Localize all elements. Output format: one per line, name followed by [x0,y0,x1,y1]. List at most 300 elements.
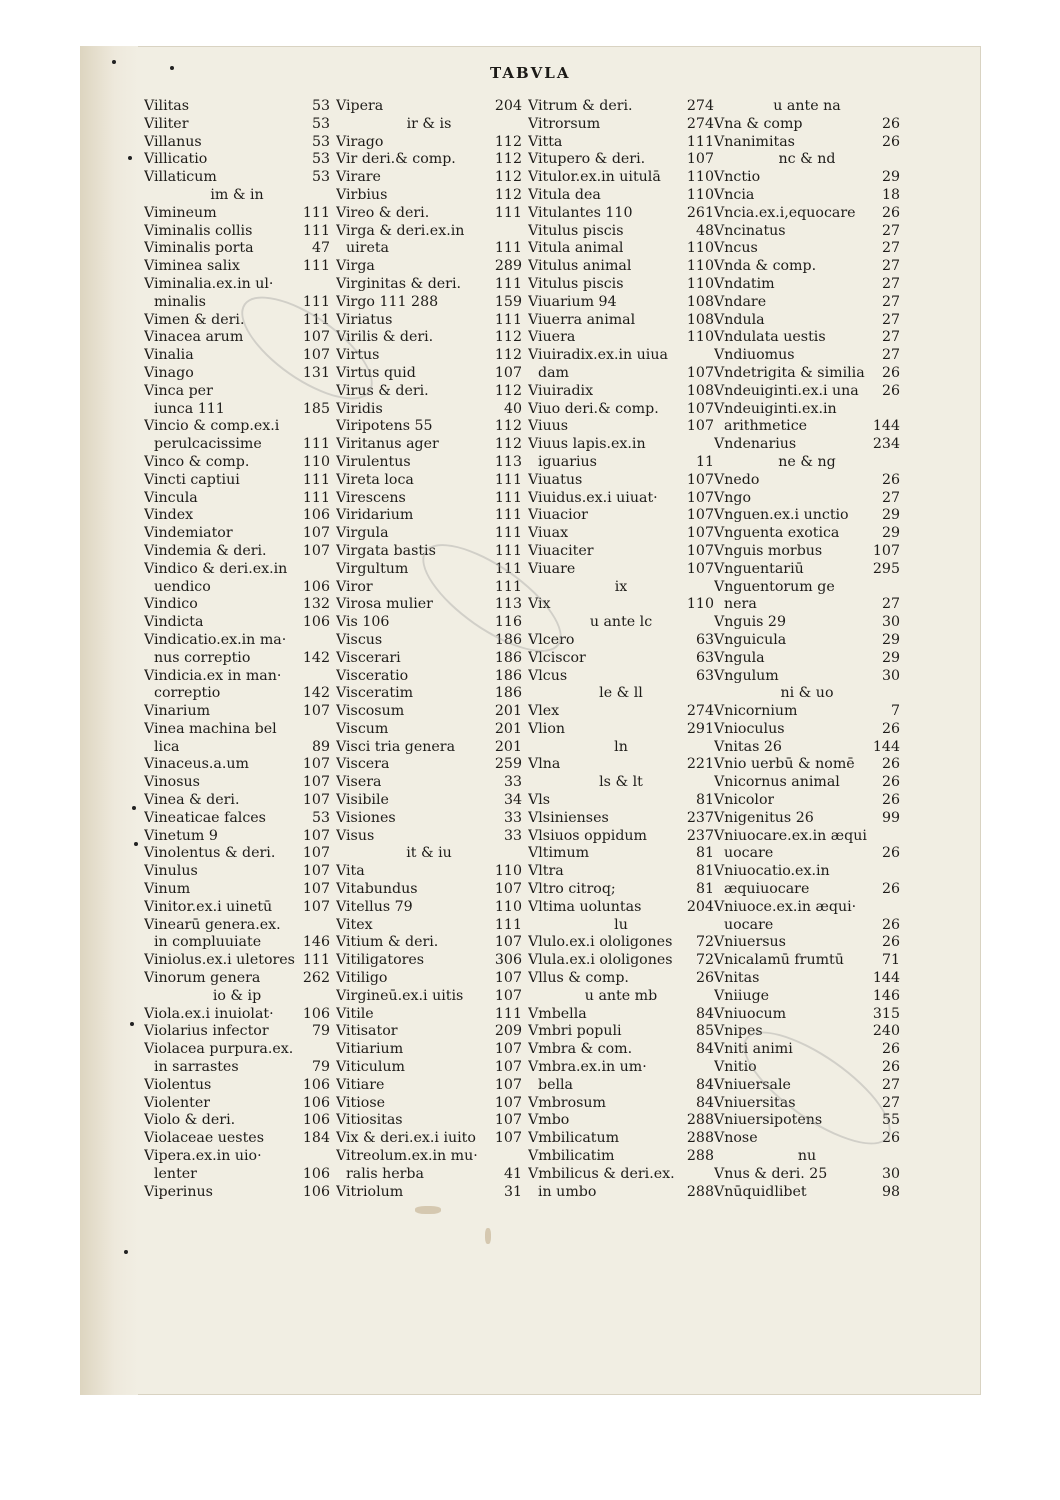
entry-page-number: 288 [686,1148,714,1165]
index-entry [144,1166,330,1184]
entry-term: Vniuocatio.ex.in [714,863,830,880]
index-entry [336,739,522,757]
index-entry [336,774,522,792]
index-entry [336,169,522,187]
entry-page-number: 204 [494,98,522,114]
index-entry [336,828,522,846]
entry-page-number: 146 [872,987,900,1004]
section-heading [528,579,714,597]
entry-term: Vnguentorum ge [714,578,835,595]
entry-term: Vniuocare.ex.in æqui [714,827,867,844]
entry-term: Vinago [144,364,194,381]
entry-term: in sarrastes [154,1059,239,1076]
entry-page-number: 71 [881,952,900,969]
entry-page-number: 184 [302,1130,330,1147]
entry-page-number: 27 [881,311,900,328]
entry-page-number: 131 [302,364,330,381]
entry-term: uocare [724,845,774,862]
entry-page-number: 27 [881,258,900,275]
page-header: TABVLA [490,64,571,82]
index-entry [528,507,714,525]
entry-page-number: 146 [302,934,330,951]
index-entry [714,596,900,614]
entry-term: Vinea & deri. [144,792,240,809]
entry-term: Viniolus.ex.i uletores [144,952,295,969]
entry-term: Vindemia & deri. [144,542,267,559]
entry-term: Viror [336,578,373,595]
entry-term: Vitellus 79 [336,898,413,915]
index-entry [144,668,330,686]
entry-page-number: 107 [302,827,330,844]
entry-term: Vipera.ex.in uio· [144,1148,262,1165]
entry-term: u ante na [773,98,841,114]
entry-term: Vnitio [714,1059,757,1076]
entry-term: Vltimum [528,845,590,862]
entry-page-number: 209 [494,1023,522,1040]
entry-page-number: 111 [494,471,522,488]
entry-term: Viuidus.ex.i uiuat· [528,489,658,506]
entry-term: Vindicta [144,614,204,631]
entry-page-number: 107 [494,987,522,1004]
entry-term: Viminalis porta [144,240,254,257]
entry-page-number: 111 [494,1005,522,1022]
entry-term: Viliter [144,115,189,132]
entry-page-number: 159 [494,293,522,310]
entry-page-number: 81 [695,881,714,898]
index-entry [336,472,522,490]
margin-dot [112,60,116,64]
entry-term: Virgula [336,525,389,542]
entry-page-number: 110 [686,240,714,257]
entry-page-number: 26 [881,204,900,221]
index-entry [714,543,900,561]
entry-page-number: 142 [302,685,330,702]
entry-term: Vna & comp [714,115,803,132]
entry-term: Vnguenta exotica [714,525,840,542]
entry-page-number: 27 [881,596,900,613]
entry-page-number: 33 [503,774,522,791]
index-entry [714,347,900,365]
index-entry [336,98,522,116]
entry-term: Viuare [528,560,576,577]
margin-dot [134,842,138,846]
index-entry [714,828,900,846]
entry-term: Visci tria genera [336,738,456,755]
entry-page-number: 84 [695,1076,714,1093]
entry-term: Viritanus ager [336,436,439,453]
entry-page-number: 53 [311,151,330,168]
index-entry [528,454,714,472]
entry-term: uocare [724,916,774,933]
index-entry [144,490,330,508]
entry-page-number: 63 [695,649,714,666]
entry-term: Virgata bastis [336,542,436,559]
index-entry [336,1166,522,1184]
section-heading [528,739,714,757]
entry-term: Vincula [144,489,198,506]
entry-page-number: 107 [302,774,330,791]
entry-term: Vinorum genera [144,970,261,987]
entry-term: Virilis & deri. [336,329,434,346]
entry-page-number: 204 [686,898,714,915]
index-entry [144,899,330,917]
entry-page-number: 107 [686,418,714,435]
entry-page-number: 288 [686,1130,714,1147]
entry-page-number: 111 [494,578,522,595]
entry-term: Virgultum [336,560,409,577]
index-entry [336,934,522,952]
index-entry [336,792,522,810]
entry-term: Vmbo [528,1112,570,1129]
index-entry [714,525,900,543]
index-entry [714,187,900,205]
entry-page-number: 27 [881,293,900,310]
entry-term: Vmbella [528,1005,587,1022]
entry-page-number: 34 [503,792,522,809]
entry-page-number: 107 [686,471,714,488]
index-entry [336,276,522,294]
entry-term: Vinetum 9 [144,827,218,844]
entry-page-number: 26 [881,1059,900,1076]
index-entry [714,507,900,525]
index-entry [144,543,330,561]
entry-term: Vmbra.ex.in um· [528,1059,647,1076]
entry-term: Viuaciter [528,542,594,559]
entry-term: ls & lt [599,774,643,791]
entry-term: Virtus quid [336,364,416,381]
entry-term: Vndeuiginti.ex.in [714,400,837,417]
entry-page-number: 27 [881,1076,900,1093]
entry-term: Viscera [336,756,390,773]
index-entry [714,294,900,312]
index-entry [528,134,714,152]
entry-term: Vindico [144,596,198,613]
index-entry [144,739,330,757]
entry-page-number: 98 [881,1183,900,1200]
entry-page-number: 26 [881,720,900,737]
section-heading [528,685,714,703]
index-entry [528,561,714,579]
section-heading [714,454,900,472]
entry-term: Vlsinienses [528,809,609,826]
entry-page-number: 106 [302,614,330,631]
index-entry [714,810,900,828]
entry-term: bella [538,1076,574,1093]
index-entry [144,472,330,490]
index-entry [144,454,330,472]
entry-term: Viscus [336,631,383,648]
entry-page-number: 107 [686,400,714,417]
entry-term: Vndulata uestis [714,329,826,346]
entry-term: Vnicolor [714,792,775,809]
entry-term: Vlciscor [528,649,586,666]
entry-page-number: 107 [302,881,330,898]
index-entry [528,668,714,686]
entry-term: Vnus & deri. 25 [714,1165,828,1182]
index-entry [144,561,330,579]
entry-term: Vls [528,792,551,809]
entry-page-number: 26 [881,934,900,951]
entry-term: uireta [346,240,390,257]
entry-term: iunca 111 [154,400,225,417]
section-heading [336,845,522,863]
index-entry [336,703,522,721]
index-entry [144,756,330,774]
index-entry [714,329,900,347]
entry-term: ln [614,738,628,755]
entry-term: it & iu [406,845,452,862]
index-entry [714,258,900,276]
entry-page-number: 111 [302,489,330,506]
entry-term: Viripotens 55 [336,418,433,435]
index-entry [714,774,900,792]
entry-page-number: 111 [302,204,330,221]
entry-term: Vitiligatores [336,952,425,969]
index-entry [528,383,714,401]
entry-page-number: 108 [686,382,714,399]
entry-page-number: 111 [494,525,522,542]
entry-page-number: 26 [881,382,900,399]
entry-page-number: 111 [302,311,330,328]
entry-term: Viuus [528,418,569,435]
entry-page-number: 27 [881,347,900,364]
entry-page-number: 144 [872,970,900,987]
entry-term: Vitupero & deri. [528,151,646,168]
entry-term: Viperinus [144,1183,213,1200]
index-entry [714,632,900,650]
entry-page-number: 274 [686,115,714,132]
index-entry [144,1041,330,1059]
index-entry [336,650,522,668]
entry-page-number: 53 [311,133,330,150]
entry-term: nu [797,1148,817,1165]
index-entry [714,792,900,810]
entry-term: Vincio & comp.ex.i [144,418,280,435]
entry-term: Vis 106 [336,614,390,631]
entry-page-number: 110 [686,596,714,613]
index-entry [144,383,330,401]
index-entry [336,1148,522,1166]
entry-term: Vnguicula [714,631,787,648]
entry-page-number: 112 [494,169,522,186]
entry-term: Vnguentariū [714,560,804,577]
entry-term: Vitrum & deri. [528,98,633,114]
index-entry [528,401,714,419]
entry-term: Vipera [336,98,384,114]
index-entry [144,1006,330,1024]
index-entry [144,685,330,703]
entry-page-number: 240 [872,1023,900,1040]
entry-term: Viuacior [528,507,588,524]
entry-page-number: 111 [302,293,330,310]
entry-term: Vnose [714,1130,758,1147]
entry-term: Vndenarius [714,436,797,453]
entry-page-number: 221 [686,756,714,773]
entry-page-number: 55 [881,1112,900,1129]
entry-page-number: 107 [302,792,330,809]
index-entry [144,614,330,632]
entry-page-number: 33 [503,827,522,844]
entry-page-number: 106 [302,1183,330,1200]
entry-term: Virga & deri.ex.in [336,222,465,239]
index-entry [528,1059,714,1077]
entry-term: Vnguen.ex.i unctio [714,507,849,524]
entry-page-number: 31 [503,1183,522,1200]
index-entry [528,1006,714,1024]
index-entry [336,721,522,739]
entry-term: perulcacissime [154,436,262,453]
entry-term: Violacea purpura.ex. [144,1041,294,1058]
entry-page-number: 106 [302,1076,330,1093]
index-entry [336,970,522,988]
entry-page-number: 112 [494,382,522,399]
entry-page-number: 107 [494,364,522,381]
entry-term: ni & uo [780,685,834,702]
entry-term: Vltra [528,863,564,880]
index-entry [714,490,900,508]
entry-term: Vitulus piscis [528,222,624,239]
entry-term: iguarius [538,453,597,470]
index-entry [144,881,330,899]
entry-term: Vncus [714,240,758,257]
entry-term: Vinaceus.a.um [144,756,249,773]
index-entry [144,792,330,810]
entry-page-number: 112 [494,133,522,150]
entry-page-number: 111 [494,204,522,221]
index-entry [336,312,522,330]
entry-term: Vireta loca [336,471,414,488]
index-entry [528,1184,714,1202]
index-entry [528,1095,714,1113]
entry-term: Vindicatio.ex.in ma· [144,631,287,648]
entry-page-number: 53 [311,115,330,132]
entry-page-number: 110 [686,329,714,346]
entry-term: Viuiradix [528,382,594,399]
entry-term: Vmbri populi [528,1023,622,1040]
entry-term: le & ll [599,685,643,702]
entry-term: Vniuocum [714,1005,787,1022]
index-entry [528,418,714,436]
index-entry [336,810,522,828]
entry-term: Vitreolum.ex.in mu· [336,1148,478,1165]
entry-term: Vlion [528,720,565,737]
entry-page-number: 106 [302,1094,330,1111]
entry-page-number: 106 [302,1112,330,1129]
entry-page-number: 186 [494,649,522,666]
entry-term: Vireo & deri. [336,204,430,221]
entry-term: Vnitas 26 [714,738,782,755]
entry-term: Vlcero [528,631,575,648]
entry-page-number: 110 [494,863,522,880]
entry-page-number: 107 [302,863,330,880]
entry-page-number: 107 [686,151,714,168]
index-entry [144,525,330,543]
index-entry [714,881,900,899]
entry-term: Vitiose [336,1094,385,1111]
section-heading [714,1148,900,1166]
index-entry [528,347,714,365]
entry-page-number: 111 [302,258,330,275]
index-entry [528,312,714,330]
index-entry [528,721,714,739]
entry-page-number: 26 [881,1130,900,1147]
index-entry [144,116,330,134]
entry-page-number: 7 [890,703,900,720]
entry-term: Viuax [528,525,569,542]
entry-term: Vinearū genera.ex. [144,916,281,933]
index-entry [336,668,522,686]
index-entry [714,240,900,258]
index-entry [528,1023,714,1041]
entry-page-number: 186 [494,685,522,702]
entry-term: Viuarium 94 [528,293,617,310]
entry-page-number: 144 [872,738,900,755]
index-entry [144,1112,330,1130]
entry-term: æquiuocare [724,881,810,898]
entry-term: Vniuersale [714,1076,791,1093]
entry-term: Vitulor.ex.in uitulā [528,169,661,186]
entry-term: Viuatus [528,471,583,488]
entry-page-number: 113 [494,453,522,470]
index-entry [714,312,900,330]
entry-page-number: 107 [494,934,522,951]
entry-page-number: 291 [686,720,714,737]
index-entry [714,952,900,970]
index-entry [336,187,522,205]
entry-term: Vmbilicus & deri.ex. [528,1165,675,1182]
entry-page-number: 107 [302,756,330,773]
entry-term: Viuiradix.ex.in uiua [528,347,668,364]
index-entry [714,365,900,383]
index-entry [714,970,900,988]
index-entry [144,507,330,525]
entry-page-number: 27 [881,329,900,346]
entry-page-number: 106 [302,1005,330,1022]
entry-term: Vnguis 29 [714,614,786,631]
index-entry [144,205,330,223]
entry-page-number: 27 [881,222,900,239]
entry-page-number: 315 [872,1005,900,1022]
entry-page-number: 111 [494,542,522,559]
entry-page-number: 112 [494,436,522,453]
entry-page-number: 107 [872,542,900,559]
entry-page-number: 107 [686,489,714,506]
entry-page-number: 84 [695,1005,714,1022]
entry-page-number: 27 [881,1094,900,1111]
index-entry [144,810,330,828]
entry-term: Vlna [528,756,561,773]
entry-term: Vnūquidlibet [714,1183,807,1200]
entry-page-number: 27 [881,240,900,257]
entry-term: uendico [154,578,211,595]
entry-term: arithmetice [724,418,808,435]
entry-page-number: 288 [686,1112,714,1129]
entry-page-number: 111 [494,489,522,506]
margin-dot [124,1250,128,1254]
entry-term: Vitrorsum [528,115,601,132]
index-entry [336,329,522,347]
index-entry [144,703,330,721]
index-entry [528,845,714,863]
entry-page-number: 261 [686,204,714,221]
paper-stain [415,1206,441,1214]
scanned-page [80,46,981,1395]
index-entry [528,1130,714,1148]
index-entry [336,1130,522,1148]
entry-term: Vindex [144,507,194,524]
index-entry [714,899,900,917]
entry-term: Viscum [336,720,389,737]
